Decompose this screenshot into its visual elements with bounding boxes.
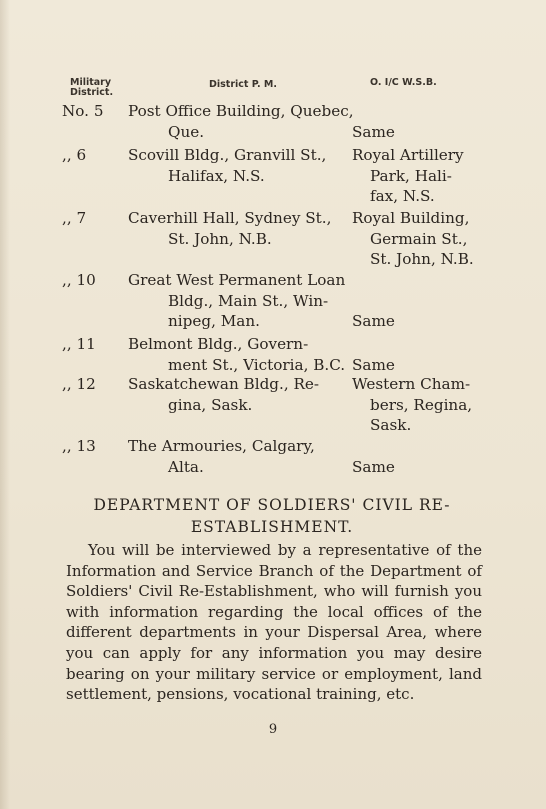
district-number: ,, 10 <box>62 271 96 289</box>
column-header-oic-wsb: O. I/C W.S.B. <box>370 77 437 88</box>
wsb-line: Same <box>352 312 395 330</box>
district-number: ,, 6 <box>62 146 87 164</box>
district-pm-address <box>128 208 348 249</box>
wsb-line: bers, Regina, <box>370 395 473 414</box>
wsb-line: Western Cham- <box>352 375 471 393</box>
district-number: ,, 13 <box>62 437 96 455</box>
address-line: Alta. <box>168 457 204 476</box>
column-header-military-district: Military District. <box>70 77 114 98</box>
oic-wsb-address <box>352 145 487 207</box>
district-pm-address <box>128 270 348 332</box>
wsb-line: fax, N.S. <box>370 187 435 205</box>
wsb-line: Germain St., <box>370 229 468 248</box>
wsb-line: Royal Building, <box>352 209 470 227</box>
wsb-line: Sask. <box>370 416 412 434</box>
wsb-line: Park, Hali- <box>370 166 452 185</box>
wsb-line: Royal Artillery <box>352 146 464 164</box>
address-line: gina, Sask. <box>168 395 253 414</box>
wsb-line: St. John, N.B. <box>370 250 474 268</box>
address-line: Que. <box>168 122 205 141</box>
wsb-line: Same <box>352 355 395 374</box>
address-line: Great West Permanent Loan <box>128 271 346 289</box>
address-line: Caverhill Hall, Sydney St., <box>128 209 332 227</box>
address-line: Saskatchewan Bldg., Re- <box>128 375 320 393</box>
district-pm-address <box>128 374 348 415</box>
address-line: Post Office Building, Quebec, <box>128 102 354 120</box>
address-line: Bldg., Main St., Win- <box>168 291 329 310</box>
oic-wsb-address <box>352 208 487 270</box>
address-line: The Armouries, Calgary, <box>128 437 315 455</box>
district-number: ,, 12 <box>62 375 96 393</box>
address-line: St. John, N.B. <box>168 229 272 248</box>
column-header-district-pm: District P. M. <box>209 79 277 90</box>
address-line: nipeg, Man. <box>168 312 260 330</box>
page-edge-shadow <box>0 0 10 809</box>
district-number: ,, 11 <box>62 335 96 353</box>
district-number: ,, 7 <box>62 209 87 227</box>
address-line: Belmont Bldg., Govern- <box>128 335 309 353</box>
district-pm-address <box>128 101 354 142</box>
district-pm-address <box>128 436 348 477</box>
wsb-line: Same <box>352 457 395 476</box>
district-pm-address <box>128 145 348 186</box>
section-body-paragraph: You will be interviewed by a representative of the Information and Service Branch of the Department of Soldiers' Civil Re-Establishment, who will furnish you with information regarding the local offices of the different departments in your Dispersal Area, where you can apply for any information you may desire bearing on your military service or employment, land settlement, pensions, vocational training, etc. <box>66 541 482 704</box>
wsb-line: Same <box>352 122 395 141</box>
oic-wsb-address <box>352 374 487 436</box>
oic-wsb-address <box>352 122 487 143</box>
oic-wsb-address <box>352 355 487 376</box>
address-line: Halifax, N.S. <box>168 166 265 185</box>
section-heading: DEPARTMENT OF SOLDIERS' CIVIL RE-ESTABLISHMENT. <box>93 496 451 536</box>
oic-wsb-address <box>352 311 487 332</box>
address-line: ment St., Victoria, B.C. <box>168 355 346 374</box>
district-pm-address <box>128 334 348 375</box>
address-line: Scovill Bldg., Granvill St., <box>128 146 327 164</box>
oic-wsb-address <box>352 457 487 478</box>
page-number: 9 <box>268 722 278 737</box>
district-number: No. 5 <box>62 102 104 120</box>
